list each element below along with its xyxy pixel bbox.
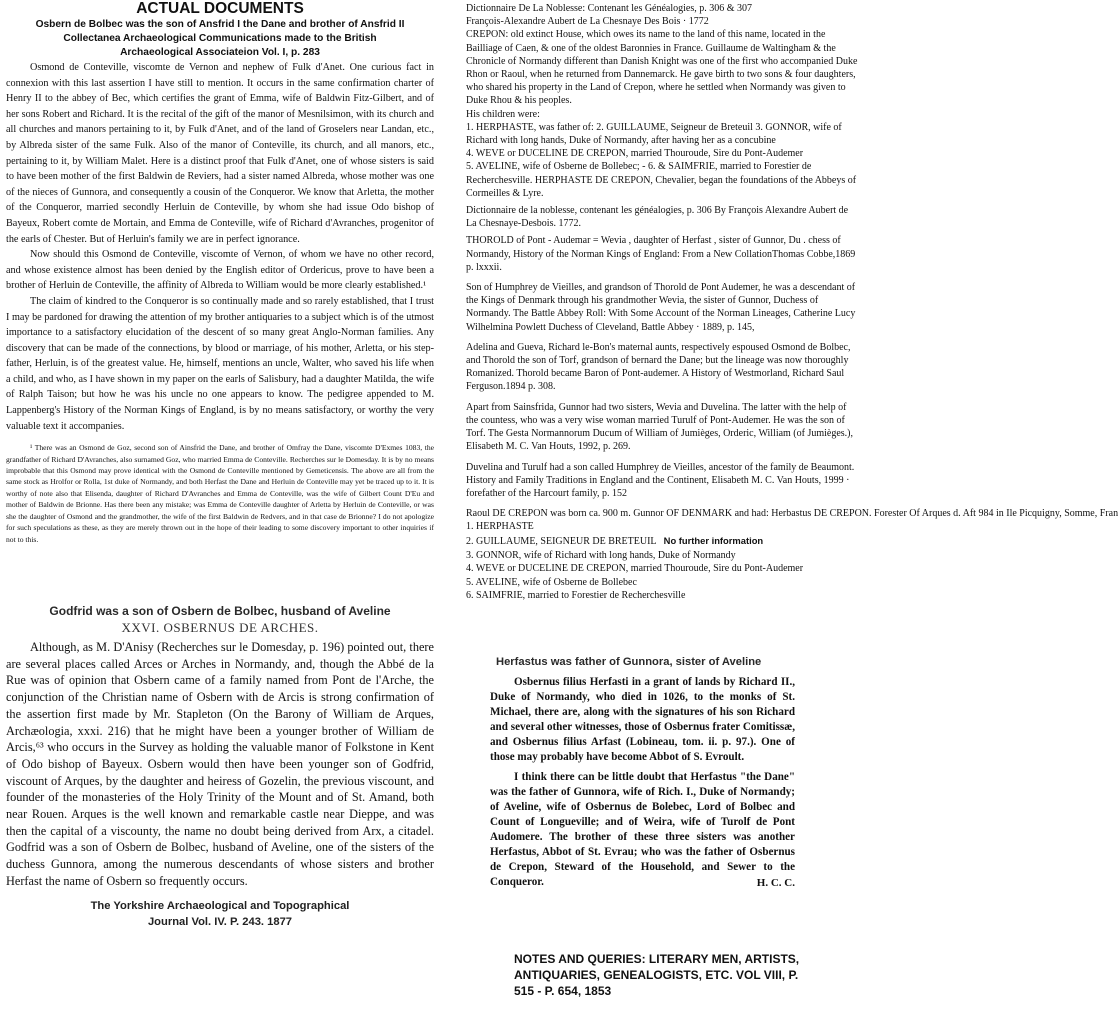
caption-line-1: Osbern de Bolbec was the son of Ansfrid I the Dane and brother of Ansfrid II [35,19,405,30]
sainsfrida-block: Apart from Sainsfrida, Gunnor had two sisters, Wevia and Duvelina. The latter with the help of the countess, who was a very wise woman married Turulf of Pont-Audemer. He was the son of Torf. The Gesta Normannorum Ducum of William of Jumièges, Orderic, William (of Jumièges.), Elisabeth M. C. Van Houts, 1992, p. 269. [466,401,854,453]
children-1-3: 1. HERPHASTE, was father of: 2. GUILLAUME, Seigneur de Breteuil 3. GONNOR, wife of Richard with long hands, Duke of Normandy, after having her as a concubine [466,121,842,147]
godfrid-caption: Godfrid was a son of Osbern de Bolbec, husband of Aveline [49,604,391,618]
dictionnaire-citation: Dictionnaire de la noblesse, contenant les généalogies, p. 306 By François Alexandre Aubert de La Chesnaye-Desbois. 1772. [466,205,849,230]
crepon-children-list [466,520,861,603]
collectanea-footnote: ¹ There was an Osmond de Goz, second son of Ainsfrid the Dane, and brother of Omfray the Dane, viscomte D'Exmes 1083, the grandfather of Richard D'Avranches, also surnamed Goz, who married Emma de Conteville. Recherches sur le Domesday. It is by no means improbable that this Osmond may prove identical with the Osmond de Conteville mentioned by Gemeticensis. The above are all from the same stock as Hrolfor or Rolla, 1st duke of Normandy, and both Herfast the Dane and Herluin de Conteville may yet be traced up to it. It is worthy of note also that Elisenda, daughter of Richard D'Avranches and Emma de Conteville, was the wife of Gilbert Count D'Eu and mother of Baldwin de Brionne. Has there been any mistake; was Emma de Conteville daughter of Arletta by Herluin de Conteville, or was she the daughter of Osmond and the grandmother, the wife of the first Baldwin de Redvers, and in that case de Brionne? I do not apologize for such speculations as these, as they are merely thrown out in the hope of their leading to some discovery important to other inquiries if not to this. [6,443,434,544]
list-item: 6. SAIMFRIE, married to Forestier de Recherchesville [466,590,686,602]
raoul-block: Raoul DE CREPON was born ca. 900 m. Gunnor OF DENMARK and had: Herbastus DE CREPON. Forester Of Arques d. Aft 984 in Ile Picquigny, Somme, Fran [466,508,1118,520]
dictionnaire-title: Dictionnaire De La Noblesse: Contenant les Généalogies, p. 306 & 307 [466,3,753,14]
signature: H. C. C. [756,877,795,890]
dictionnaire-author: François-Alexandre Aubert de La Chesnaye Des Bois · 1772 [466,16,709,28]
notes-queries-source: NOTES AND QUERIES: LITERARY MEN, ARTISTS, ANTIQUARIES, GENEALOGISTS, ETC. VOL VIII, P. 515 - P. 654, 1853 [514,952,800,998]
bottom-left-panel [6,603,434,1011]
humphrey-block: Son of Humphrey de Vieilles, and grandson of Thorold de Pont Audemer, he was a descendant of the Kings of Denmark through his grandmother Wevia, the sister of Gunnor, Duchess of Normandy. The Battle Abbey Roll: With Some Account of the Norman Lineages, Catherine Lucy Wilhelmina Powlett Duchess of Cleveland, Battle Abbey · 1889, p. 145, [466,282,856,333]
list-item: 4. WEVE or DUCELINE DE CREPON, married Thouroude, Sire du Pont-Audemer [466,563,804,575]
thorold-block: THOROLD of Pont - Audemar = Wevia , daughter of Herfast , sister of Gunnor, Du . chess of Normandy, History of the Norman Kings of England: From a New CollationThomas Cobbe,1869 p. lxxxii. [466,235,856,273]
caption-line-3: Archaeological Associateion Vol. I, p. 283 [120,47,320,58]
list-item: 5. AVELINE, wife of Osberne de Bollebec [466,576,637,588]
yorkshire-source-1: The Yorkshire Archaeological and Topographical [90,899,350,912]
duvelina-block: Duvelina and Turulf had a son called Humphrey de Vieilles, ancestor of the family de Beaumont. History and Family Traditions in England and the Continent, Elisabeth M. C. Van Houts, 1999 · forefather of the Harcourt family, p. 152 [466,461,855,499]
adelina-block: Adelina and Gueva, Richard le-Bon's maternal aunts, respectively espoused Osmond de Bolbec, and Thorold the son of Torf, grandson of bernard the Dane; but the lineage was now thoroughly Romanized. Thorold became Baron of Pont-audemer. A History of Westmorland, Richard Saul Ferguson.1894 p. 308. [466,341,851,393]
list-item: 1. HERPHASTE [466,521,534,533]
herfastus-caption: Herfastus was father of Gunnora, sister of Aveline [496,656,762,668]
list-item: 3. GONNOR, wife of Richard with long hands, Duke of Normandy [466,549,736,561]
collectanea-paragraph-3: The claim of kindred to the Conqueror is so continually made and so rarely established, that I trust I may be pardoned for drawing the attention of my brother antiquaries to a subject which is of the utmost importance to a satisfactory elucidation of the descent of so many great Anglo-Norman families. Any discovery that can be made of the connections, by blood or marriage, of his mother, Arletta, or his step-father, Herluin, is of the greatest value. He, himself, mentions an uncle, Walter, who saved his life when a child, and who, as I have shown in my paper on the earls of Salisbury, had a daughter Matilda, the wife of Ralph Taison; but how he was his uncle no one appears to know. The pedigree appended to M. Lappenberg's History of the Norman Kings of England, is by no means satisfactory, or worthy the very valuable text it accompanies. [6,295,434,432]
children-5-6: 5. AVELINE, wife of Osberne de Bollebec; - 6. & SAIMFRIE, married to Forestier de Recherchesville. HERPHASTE DE CREPON, Chevalier, began the foundations of the Abbeys of Cormeilles & Lyre. [466,161,857,199]
notes-queries-paragraph-2: I think there can be little doubt that Herfastus "the Dane" was the father of Gunnora, wife of Rich. I., Duke of Normandy; of Aveline, wife of Osbernus de Bolebec, Lord of Bolbec and Count of Longueville; and of Weira, wife of Turolf de Pont Audomere. The brother of these three sisters was another Herfastus, Abbot of St. Evrau; who was the father of Osbernus de Crepon, Steward of the Household, and Sewer to the Conqueror. [490,770,795,889]
top-right-panel [466,2,1118,650]
children-4: 4. WEVE or DUCELINE DE CREPON, married Thouroude, Sire du Pont-Audemer [466,148,804,160]
children-heading: His children were: [466,108,540,120]
osbernus-paragraph: Although, as M. D'Anisy (Recherches sur le Domesday, p. 196) pointed out, there are several places called Arces or Arches in Normandy, and, though the Abbé de la Rue was of opinion that Osbern came of a family named from Pont de l'Arche, the conjunction of the Christian name of Osbern with de Arcis is strong confirmation of the assertion first made by Mr. Stapleton (On the Barony of William de Arques, Archæologia, xxxi. 216) that he might have been a younger brother of William de Arcis,⁶³ who occurs in the Survey as holding the valuable manor of Folkstone in Kent of Odo bishop of Bayeux. Osbern would then have been younger son of Godfrid, viscount of Arques, by the daughter and heiress of Gozelin, the previous viscount, and founder of the monasteries of the Holy Trinity of the Mount and of St. Amand, both near Rouen. Arques is the well known and remarkable castle near Dieppe, and was then the capital of a viscounty, the name no doubt being derived from Arx, a citadel. Godfrid was a son of Osbern de Bolbec, husband of Aveline, one of the sisters of the duchess Gunnora, among the numerous descendants of whose sisters and brother Herfast the name of Osbern so frequently occurs. [6,640,434,888]
caption-line-2: Collectanea Archaeological Communications made to the British [63,33,377,44]
notes-queries-paragraph-1: Osbernus filius Herfasti in a grant of lands by Richard II., Duke of Normandy, who died in 1026, to the monks of St. Michael, there are, along with the signatures of his son Richard and several other witnesses, those of Osbernus frater Comitissæ, and Osbernus filius Arfast (Lobineau, tom. ii. p. 97.). One of those may probably have become Abbot of S. Evroult. [490,676,795,764]
collectanea-paragraph-2: Now should this Osmond de Conteville, viscomte of Vernon, of whom we have no other record, and whose existence almost has been denied by the English editor of Ordericus, prove to have been a brother of Herluin de Conteville, the affinity of Albreda to William would be more clearly established.¹ [6,249,434,292]
no-further-information: No further information [663,534,764,546]
collectanea-paragraph-1: Osmond de Conteville, viscomte de Vernon and nephew of Fulk d'Anet. One curious fact in connexion with this last assertion I have still to mention. It occurs in the same confirmation charter of Henry II to the abbey of Bec, which certifies the grant of Emma, wife of Baldwin Fitz-Gilbert, and of her sons Robert and Richard. It is the recital of the gift of the manor of Mesnilsimon, with its church and all churches and manors pertaining to it, by Fulk d'Anet, and of the land of Groselers near Landan, etc., by Albreda sister of the same Fulk. Also of the manor of Conteville, its church, and all manors, etc., pertaining to it, by William Malet. Here is a distinct proof that Fulk d'Anet, one of whose sisters is said to have been mother of the first Baldwin de Reviers, had a sister named Albreda, whose mother was one of the nieces of Gunnora, and consequently a cousin of the Conqueror. We know that Arletta, the mother of the Conqueror, married secondly Herluin de Conteville, by whom she had issue Odo bishop of Bayeux, Robert comte de Mortain, and Emma de Conteville, wife of Richard d'Avranches, progenitor of the earls of Chester. But of Herluin's family we are in perfect ignorance. [6,62,434,245]
osbernus-heading: XXVI. OSBERNUS DE ARCHES. [121,620,319,635]
top-left-panel [6,0,434,588]
list-item-label: 2. GUILLAUME, SEIGNEUR DE BRETEUIL [466,535,657,547]
list-item [466,534,861,549]
bottom-right-panel [490,654,795,950]
actual-documents-heading: ACTUAL DOCUMENTS [136,0,304,17]
crepon-description: CREPON: old extinct House, which owes its name to the land of this name, located in the Bailliage of Caen, & one of the oldest Baronnies in France. Guillaume de Waltingham & the Chronicle of Normandy different than Danish Knight was one of the first who accompanied Duke Rhon or Raoul, when he returned from Dannemarck. He gave birth to two sons & four daughters, who shared his property in the Land of Crepon, where he settled when Normandy was given to Duke Rhou & his peoples. [466,29,858,107]
yorkshire-source-2: Journal Vol. IV. P. 243. 1877 [147,915,293,928]
